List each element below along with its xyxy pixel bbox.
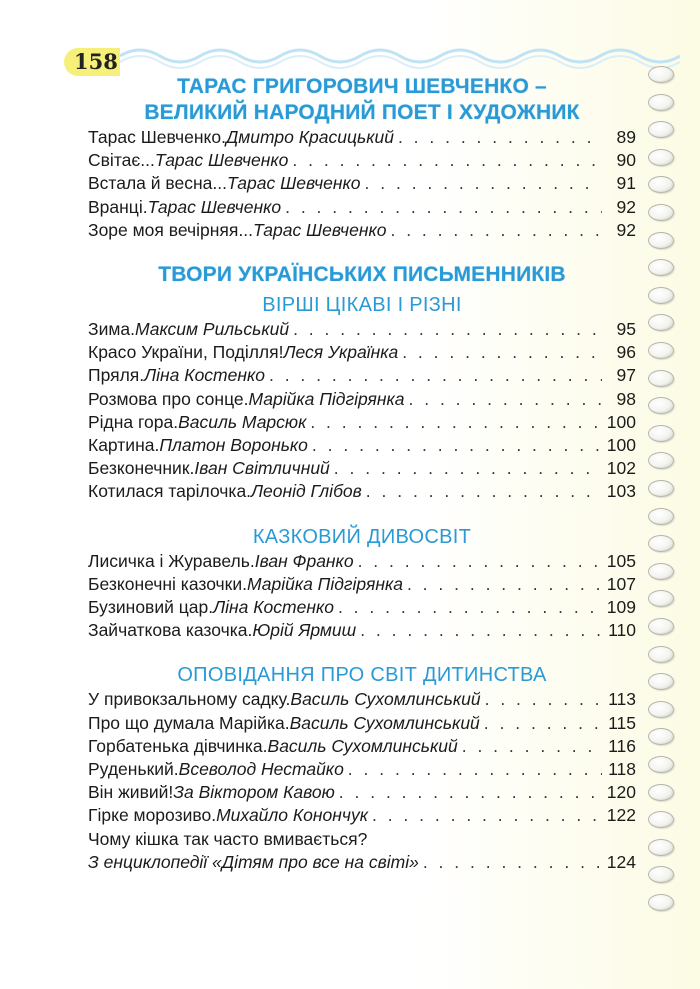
entry-title: Вранці. (88, 196, 148, 217)
entry-page: 90 (616, 150, 636, 171)
toc-entry[interactable] (88, 196, 636, 219)
dot-leader (372, 804, 602, 827)
entry-page: 100 (606, 435, 636, 456)
toc-entry[interactable] (88, 688, 636, 711)
dot-leader (409, 388, 603, 411)
section-title-line: ТАРАС ГРИГОРОВИЧ ШЕВЧЕНКО – (177, 75, 547, 98)
entry-author: Василь Сухомлинський (289, 712, 480, 733)
entry-page: 95 (616, 319, 636, 340)
section-title-line: ТВОРИ УКРАЇНСЬКИХ ПИСЬМЕННИКІВ (158, 263, 566, 287)
binding-ring (648, 756, 674, 773)
entry-title: Лисичка і Журавель. (88, 550, 255, 571)
binding-ring (648, 259, 674, 276)
binding-ring (648, 811, 674, 828)
entry-author: Максим Рильський (134, 319, 290, 340)
entry-page: 97 (616, 365, 636, 386)
entry-title: Руденький. (88, 759, 179, 780)
entry-title: У привокзальному садку. (88, 689, 291, 710)
entry-author: Дмитро Красицький (225, 127, 394, 147)
entry-list (88, 688, 636, 874)
binding-ring (648, 342, 674, 359)
entry-author: За Віктором Кавою (173, 782, 335, 803)
toc-entry[interactable] (88, 619, 636, 642)
binding-ring (648, 452, 674, 469)
binding-ring (648, 94, 674, 111)
toc-entry[interactable] (88, 434, 636, 457)
dot-leader (338, 596, 602, 619)
entry-page: 107 (606, 573, 636, 594)
entry-title: Рідна гора. (88, 411, 179, 432)
entry-author: Юрій Ярмиш (252, 620, 357, 641)
binding-ring (648, 646, 674, 663)
binding-ring (648, 839, 674, 856)
entry-author: Михайло Конончук (216, 805, 368, 826)
toc-entry[interactable] (88, 735, 636, 758)
entry-author: Тарас Шевченко (252, 219, 387, 240)
entry-author: Ліна Костенко (144, 365, 265, 386)
entry-author: Тарас Шевченко (154, 150, 289, 171)
dot-leader (407, 573, 602, 596)
entry-author: Тарас Шевченко (226, 173, 361, 194)
entry-author: Іван Франко (254, 550, 354, 571)
entry-author: З енциклопедії «Дітям про все на світі» (88, 851, 419, 872)
dot-leader (484, 712, 602, 735)
dot-leader (390, 219, 602, 242)
entry-title: Зоре моя вечірняя... (88, 219, 253, 240)
entry-title: Безконечник. (88, 458, 195, 479)
toc-entry[interactable] (88, 219, 636, 242)
toc-entry[interactable] (88, 758, 636, 781)
toc-entry[interactable] (88, 480, 636, 503)
dot-leader (292, 149, 602, 172)
entry-title: Горбатенька дівчинка. (88, 735, 268, 756)
entry-author: Марійка Підгірянка (246, 573, 403, 594)
entry-page: 98 (616, 388, 636, 409)
binding-ring (648, 728, 674, 745)
entry-page: 109 (606, 597, 636, 618)
entry-title: Пряля. (88, 365, 145, 386)
binding-ring (648, 287, 674, 304)
binding-ring (648, 149, 674, 166)
toc-entry[interactable] (88, 411, 636, 434)
entry-author: Леонід Глібов (251, 481, 362, 502)
dot-leader (366, 480, 602, 503)
entry-author: Ліна Костенко (213, 597, 334, 618)
binding-ring (648, 701, 674, 718)
entry-author: Василь Марсюк (178, 411, 307, 432)
toc-entry[interactable] (88, 457, 636, 480)
dot-leader (462, 735, 602, 758)
entry-title: Зайчаткова казочка. (88, 620, 253, 641)
entry-page: 103 (606, 481, 636, 502)
section-subtitle: ОПОВІДАННЯ ПРО СВІТ ДИТИНСТВА (177, 664, 547, 687)
toc-entry[interactable] (88, 851, 636, 874)
entry-page: 89 (616, 127, 636, 147)
entry-title: Красо України, Поділля! (88, 342, 284, 363)
entry-title: Картина. (88, 435, 160, 456)
toc-entry[interactable] (88, 149, 636, 172)
dot-leader (339, 781, 602, 804)
toc-entry[interactable] (88, 364, 636, 387)
entry-page: 116 (608, 735, 636, 756)
entry-page: 115 (608, 712, 636, 733)
binding-ring (648, 535, 674, 552)
section-title-line: ВЕЛИКИЙ НАРОДНИЙ ПОЕТ І ХУДОЖНИК (144, 101, 580, 124)
entry-title: Котилася тарілочка. (88, 481, 252, 502)
binding-ring (648, 866, 674, 883)
entry-page: 110 (608, 620, 636, 641)
binding-ring (648, 232, 674, 249)
section-shevchenko (88, 74, 636, 242)
toc-entry[interactable] (88, 341, 636, 364)
entry-title: Гірке морозиво. (88, 805, 217, 826)
entry-title: Чому кішка так часто вмивається? (88, 828, 368, 849)
toc-entry[interactable] (88, 172, 636, 195)
entry-page: 120 (606, 782, 636, 803)
binding-ring (648, 784, 674, 801)
decorative-wave (120, 36, 680, 76)
entry-author: Василь Сухомлинський (267, 735, 458, 756)
dot-leader (285, 196, 602, 219)
entry-page: 102 (606, 458, 636, 479)
section-ukrainian-writers (88, 262, 636, 504)
dot-leader (312, 434, 602, 457)
section-fairy-tales (88, 524, 636, 643)
binding-ring (648, 425, 674, 442)
entry-list (88, 318, 636, 504)
entry-author: Василь Сухомлинський (290, 689, 481, 710)
toc-entry[interactable] (88, 596, 636, 619)
entry-page: 113 (608, 689, 636, 710)
entry-title: Світає... (88, 150, 155, 171)
table-of-contents (88, 74, 636, 874)
toc-entry[interactable] (88, 804, 636, 827)
toc-entry[interactable] (88, 573, 636, 596)
entry-page: 100 (606, 411, 636, 432)
entry-page: 105 (606, 550, 636, 571)
entry-page: 122 (606, 805, 636, 826)
dot-leader (293, 318, 602, 341)
page-number: 158 (64, 48, 120, 76)
entry-page: 124 (606, 851, 636, 872)
dot-leader (485, 688, 602, 711)
binding-ring (648, 370, 674, 387)
entry-page: 118 (608, 759, 636, 780)
toc-entry[interactable] (88, 781, 636, 804)
binding-ring (648, 590, 674, 607)
binding-ring (648, 121, 674, 138)
dot-leader (334, 457, 602, 480)
dot-leader (348, 758, 602, 781)
binding-ring (648, 563, 674, 580)
toc-entry[interactable] (88, 828, 636, 851)
dot-leader (310, 411, 602, 434)
entry-title: Встала й весна... (88, 173, 227, 194)
binding-ring (648, 673, 674, 690)
entry-author: Всеволод Нестайко (178, 759, 344, 780)
entry-title: Тарас Шевченко. (88, 127, 226, 147)
dot-leader (423, 851, 602, 874)
binding-ring (648, 480, 674, 497)
toc-entry[interactable] (88, 550, 636, 573)
dot-leader (398, 126, 602, 149)
dot-leader (365, 172, 602, 195)
entry-title: Бузиновий цар. (88, 597, 214, 618)
binding-ring (648, 314, 674, 331)
entry-author: Тарас Шевченко (147, 196, 282, 217)
section-subtitle: ВІРШІ ЦІКАВІ І РІЗНІ (262, 294, 462, 317)
entry-page: 91 (616, 173, 636, 194)
section-childhood-stories (88, 662, 636, 874)
section-subtitle: КАЗКОВИЙ ДИВОСВІТ (252, 525, 472, 548)
binding-ring (648, 66, 674, 83)
toc-entry[interactable] (88, 318, 636, 341)
toc-entry[interactable] (88, 712, 636, 735)
dot-leader (402, 341, 602, 364)
entry-list (88, 126, 636, 242)
entry-page: 96 (616, 342, 636, 363)
entry-author: Іван Світличний (194, 458, 330, 479)
entry-title: Про що думала Марійка. (88, 712, 290, 733)
binding-ring (648, 508, 674, 525)
binding-ring (648, 204, 674, 221)
entry-title: Безконечні казочки. (88, 573, 247, 594)
entry-author: Платон Воронько (159, 435, 308, 456)
entry-title: Він живий! (88, 782, 174, 803)
spiral-binding (644, 66, 684, 926)
binding-ring (648, 894, 674, 911)
dot-leader (360, 619, 602, 642)
dot-leader (269, 364, 602, 387)
entry-page: 92 (616, 219, 636, 240)
entry-author: Леся Українка (283, 342, 399, 363)
entry-page: 92 (616, 196, 636, 217)
toc-entry[interactable] (88, 388, 636, 411)
entry-title: Розмова про сонце. (88, 388, 249, 409)
entry-list (88, 550, 636, 643)
entry-title: Зима. (88, 319, 135, 340)
dot-leader (358, 550, 602, 573)
binding-ring (648, 397, 674, 414)
entry-author: Марійка Підгірянка (248, 388, 405, 409)
binding-ring (648, 176, 674, 193)
binding-ring (648, 618, 674, 635)
toc-entry[interactable] (88, 126, 636, 149)
